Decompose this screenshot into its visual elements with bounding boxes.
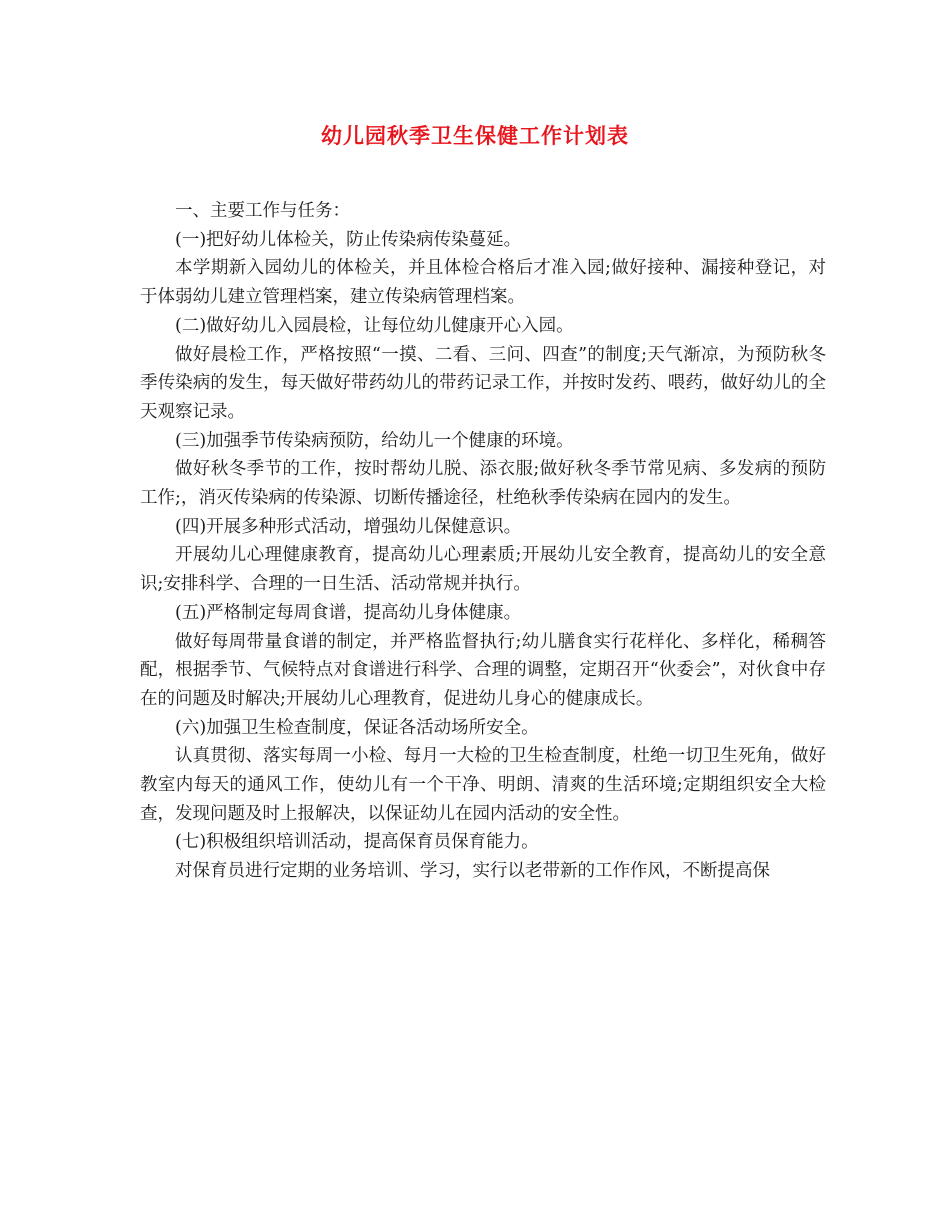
body-paragraph: 开展幼儿心理健康教育，提高幼儿心理素质;开展幼儿安全教育，提高幼儿的安全意识;安排科学、合理的一日生活、活动常规并执行。 — [140, 545, 826, 595]
section-heading: 一、主要工作与任务： — [175, 201, 350, 221]
body-paragraph: 认真贯彻、落实每周一小检、每月一大检的卫生检查制度，杜绝一切卫生死角，做好教室内每天的通风工作，使幼儿有一个干净、明朗、清爽的生活环境;定期组织安全大检查，发现问题及时上报解决，以保证幼儿在园内活动的安全性。 — [140, 746, 826, 824]
body-paragraph: 做好晨检工作，严格按照“一摸、二看、三问、四查”的制度;天气渐凉，为预防秋冬季传染病的发生，每天做好带药幼儿的带药记录工作，并按时发药、喂药，做好幼儿的全天观察记录。 — [140, 344, 826, 422]
body-paragraph: 做好秋冬季节的工作，按时帮幼儿脱、添衣服;做好秋冬季节常见病、多发病的预防工作;，消灭传染病的传染源、切断传播途径，杜绝秋季传染病在园内的发生。 — [140, 459, 826, 509]
body-paragraph: 做好每周带量食谱的制定，并严格监督执行;幼儿膳食实行花样化、多样化，稀稠答配，根据季节、气候特点对食谱进行科学、合理的调整，定期召开“伙委会”，对伙食中存在的问题及时解决;开展幼儿心理教育，促进幼儿身心的健康成长。 — [140, 631, 826, 709]
document-body — [140, 197, 826, 886]
document-title: 幼儿园秋季卫生保健工作计划表 — [321, 123, 629, 148]
subsection-heading: (六)加强卫生检查制度，保证各活动场所安全。 — [175, 717, 539, 738]
subsection-heading: (三)加强季节传染病预防，给幼儿一个健康的环境。 — [175, 430, 574, 451]
body-paragraph: 对保育员进行定期的业务培训、学习，实行以老带新的工作作风，不断提高保 — [175, 861, 770, 882]
subsection-heading: (一)把好幼儿体检关，防止传染病传染蔓延。 — [175, 229, 522, 250]
subsection-heading: (二)做好幼儿入园晨检，让每位幼儿健康开心入园。 — [175, 315, 574, 336]
subsection-heading: (五)严格制定每周食谱，提高幼儿身体健康。 — [175, 602, 522, 623]
subsection-heading: (七)积极组织培训活动，提高保育员保育能力。 — [175, 832, 539, 853]
subsection-heading: (四)开展多种形式活动，增强幼儿保健意识。 — [175, 516, 522, 537]
body-paragraph: 本学期新入园幼儿的体检关，并且体检合格后才准入园;做好接种、漏接种登记，对于体弱幼儿建立管理档案，建立传染病管理档案。 — [140, 258, 826, 308]
